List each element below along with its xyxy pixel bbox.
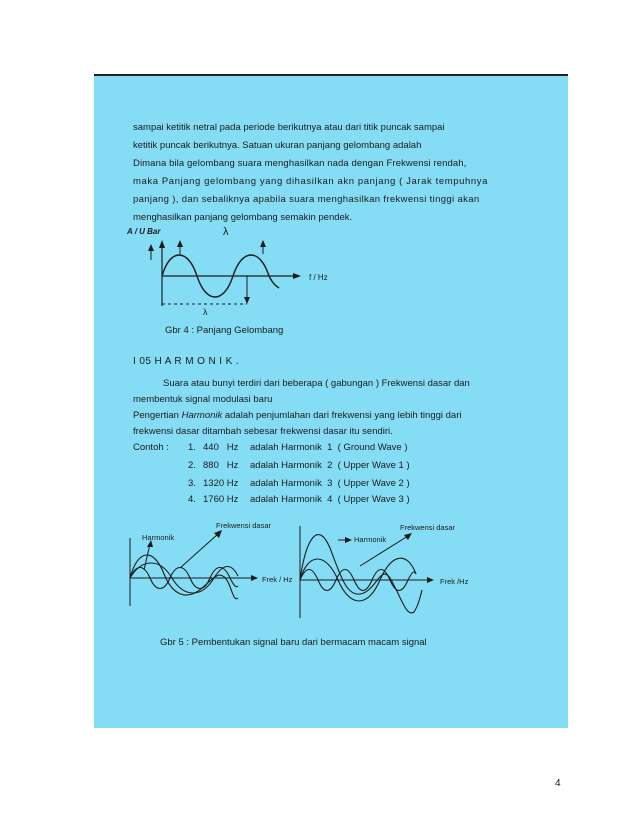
figure4-y-axis-label: A / U Bar — [127, 227, 161, 236]
figure4-y-axis-arrow — [159, 240, 165, 248]
figure4-wave-diagram — [125, 222, 345, 322]
contoh-item-3-text: adalah Harmonik 3 ( Upper Wave 2 ) — [250, 478, 410, 489]
figure5-caption: Gbr 5 : Pembentukan signal baru dari bermacam macam signal — [160, 637, 427, 648]
figure5-left-x-arrow — [251, 575, 258, 581]
paragraph1-line4: maka Panjang gelombang yang dihasilkan akn panjang ( Jarak tempuhnya — [133, 176, 489, 187]
figure4-peak-arrowhead-1 — [177, 240, 183, 247]
paragraph2-line1: Suara atau bunyi terdiri dari beberapa ( gabungan ) Frekwensi dasar dan — [163, 378, 470, 389]
figure4-caption: Gbr 4 : Panjang Gelombang — [165, 325, 284, 336]
section-heading-harmonik: I 05 H A R M O N I K . — [133, 356, 240, 367]
figure5-right-diagram — [290, 518, 490, 628]
paragraph1-line2: ketitik puncak berikutnya. Satuan ukuran panjang gelombang adalah — [133, 140, 422, 151]
figure5-left-harmonik-pointer — [144, 544, 150, 570]
contoh-item-3-num: 3. — [188, 478, 196, 489]
figure5-left-diagram — [120, 520, 300, 620]
contoh-item-4-text: adalah Harmonik 4 ( Upper Wave 3 ) — [250, 494, 410, 505]
contoh-item-2-num: 2. — [188, 460, 196, 471]
paragraph2-line4: frekwensi dasar ditambah sebesar frekwensi dasar itu sendiri. — [133, 426, 393, 437]
paragraph2-definition: adalah penjumlahan dari frekwensi yang lebih tinggi dari — [224, 410, 462, 421]
contoh-item-2-freq: 880 Hz — [203, 460, 239, 471]
paragraph1-line3: Dimana bila gelombang suara menghasilkan nada dengan Frekwensi rendah, — [133, 158, 467, 169]
figure5-right-frekwensi-arrowhead — [404, 533, 412, 540]
figure4-trough-arrowhead — [244, 297, 250, 304]
figure4-x-axis-arrow — [293, 273, 301, 279]
contoh-item-1-text: adalah Harmonik 1 ( Ground Wave ) — [250, 442, 408, 453]
paragraph2-harmonik-term: Harmonik — [181, 410, 223, 421]
figure5-right-frekwensi-label: Frekwensi dasar — [400, 523, 456, 532]
paragraph2-pengertian: Pengertian — [133, 410, 179, 421]
figure5-right-axis-label: Frek /Hz — [440, 577, 469, 586]
paragraph1-line6: menghasilkan panjang gelombang semakin pendek. — [133, 212, 353, 223]
contoh-item-4-freq: 1760 Hz — [203, 494, 239, 505]
figure5-left-harmonik-label: Harmonik — [142, 533, 175, 542]
contoh-item-2-text: adalah Harmonik 2 ( Upper Wave 1 ) — [250, 460, 410, 471]
figure4-amplitude-arrowhead — [148, 244, 154, 251]
contoh-item-3-freq: 1320 Hz — [203, 478, 239, 489]
figure5-left-frekwensi-pointer — [180, 534, 218, 568]
paragraph1-line5: panjang ), dan sebaliknya apabila suara menghasilkan frekwensi tinggi akan — [133, 194, 480, 205]
paragraph2-line2: membentuk signal modulasi baru — [133, 394, 273, 405]
contoh-label: Contoh : — [133, 442, 169, 453]
contoh-item-4-num: 4. — [188, 494, 196, 505]
paragraph1-line1: sampai ketitik netral pada periode berikutnya atau dari titik puncak sampai — [133, 122, 445, 133]
figure5-right-harmonik-arrowhead — [345, 537, 352, 543]
figure4-x-axis-label: f / Hz — [309, 273, 328, 282]
figure4-lambda-top: λ — [223, 226, 229, 238]
contoh-item-1-num: 1. — [188, 442, 196, 453]
figure4-peak-arrowhead-2 — [260, 240, 266, 247]
page-number: 4 — [555, 778, 561, 789]
figure5-left-frekwensi-label: Frekwensi dasar — [216, 521, 272, 530]
figure5-right-x-arrow — [427, 577, 434, 583]
figure4-lambda-bottom: λ — [203, 307, 208, 317]
contoh-item-1-freq: 440 Hz — [203, 442, 239, 453]
figure5-left-axis-label: Frek / Hz — [262, 575, 293, 584]
figure5-right-harmonik-label: Harmonik — [354, 535, 387, 544]
paragraph2-line3 — [133, 410, 462, 422]
